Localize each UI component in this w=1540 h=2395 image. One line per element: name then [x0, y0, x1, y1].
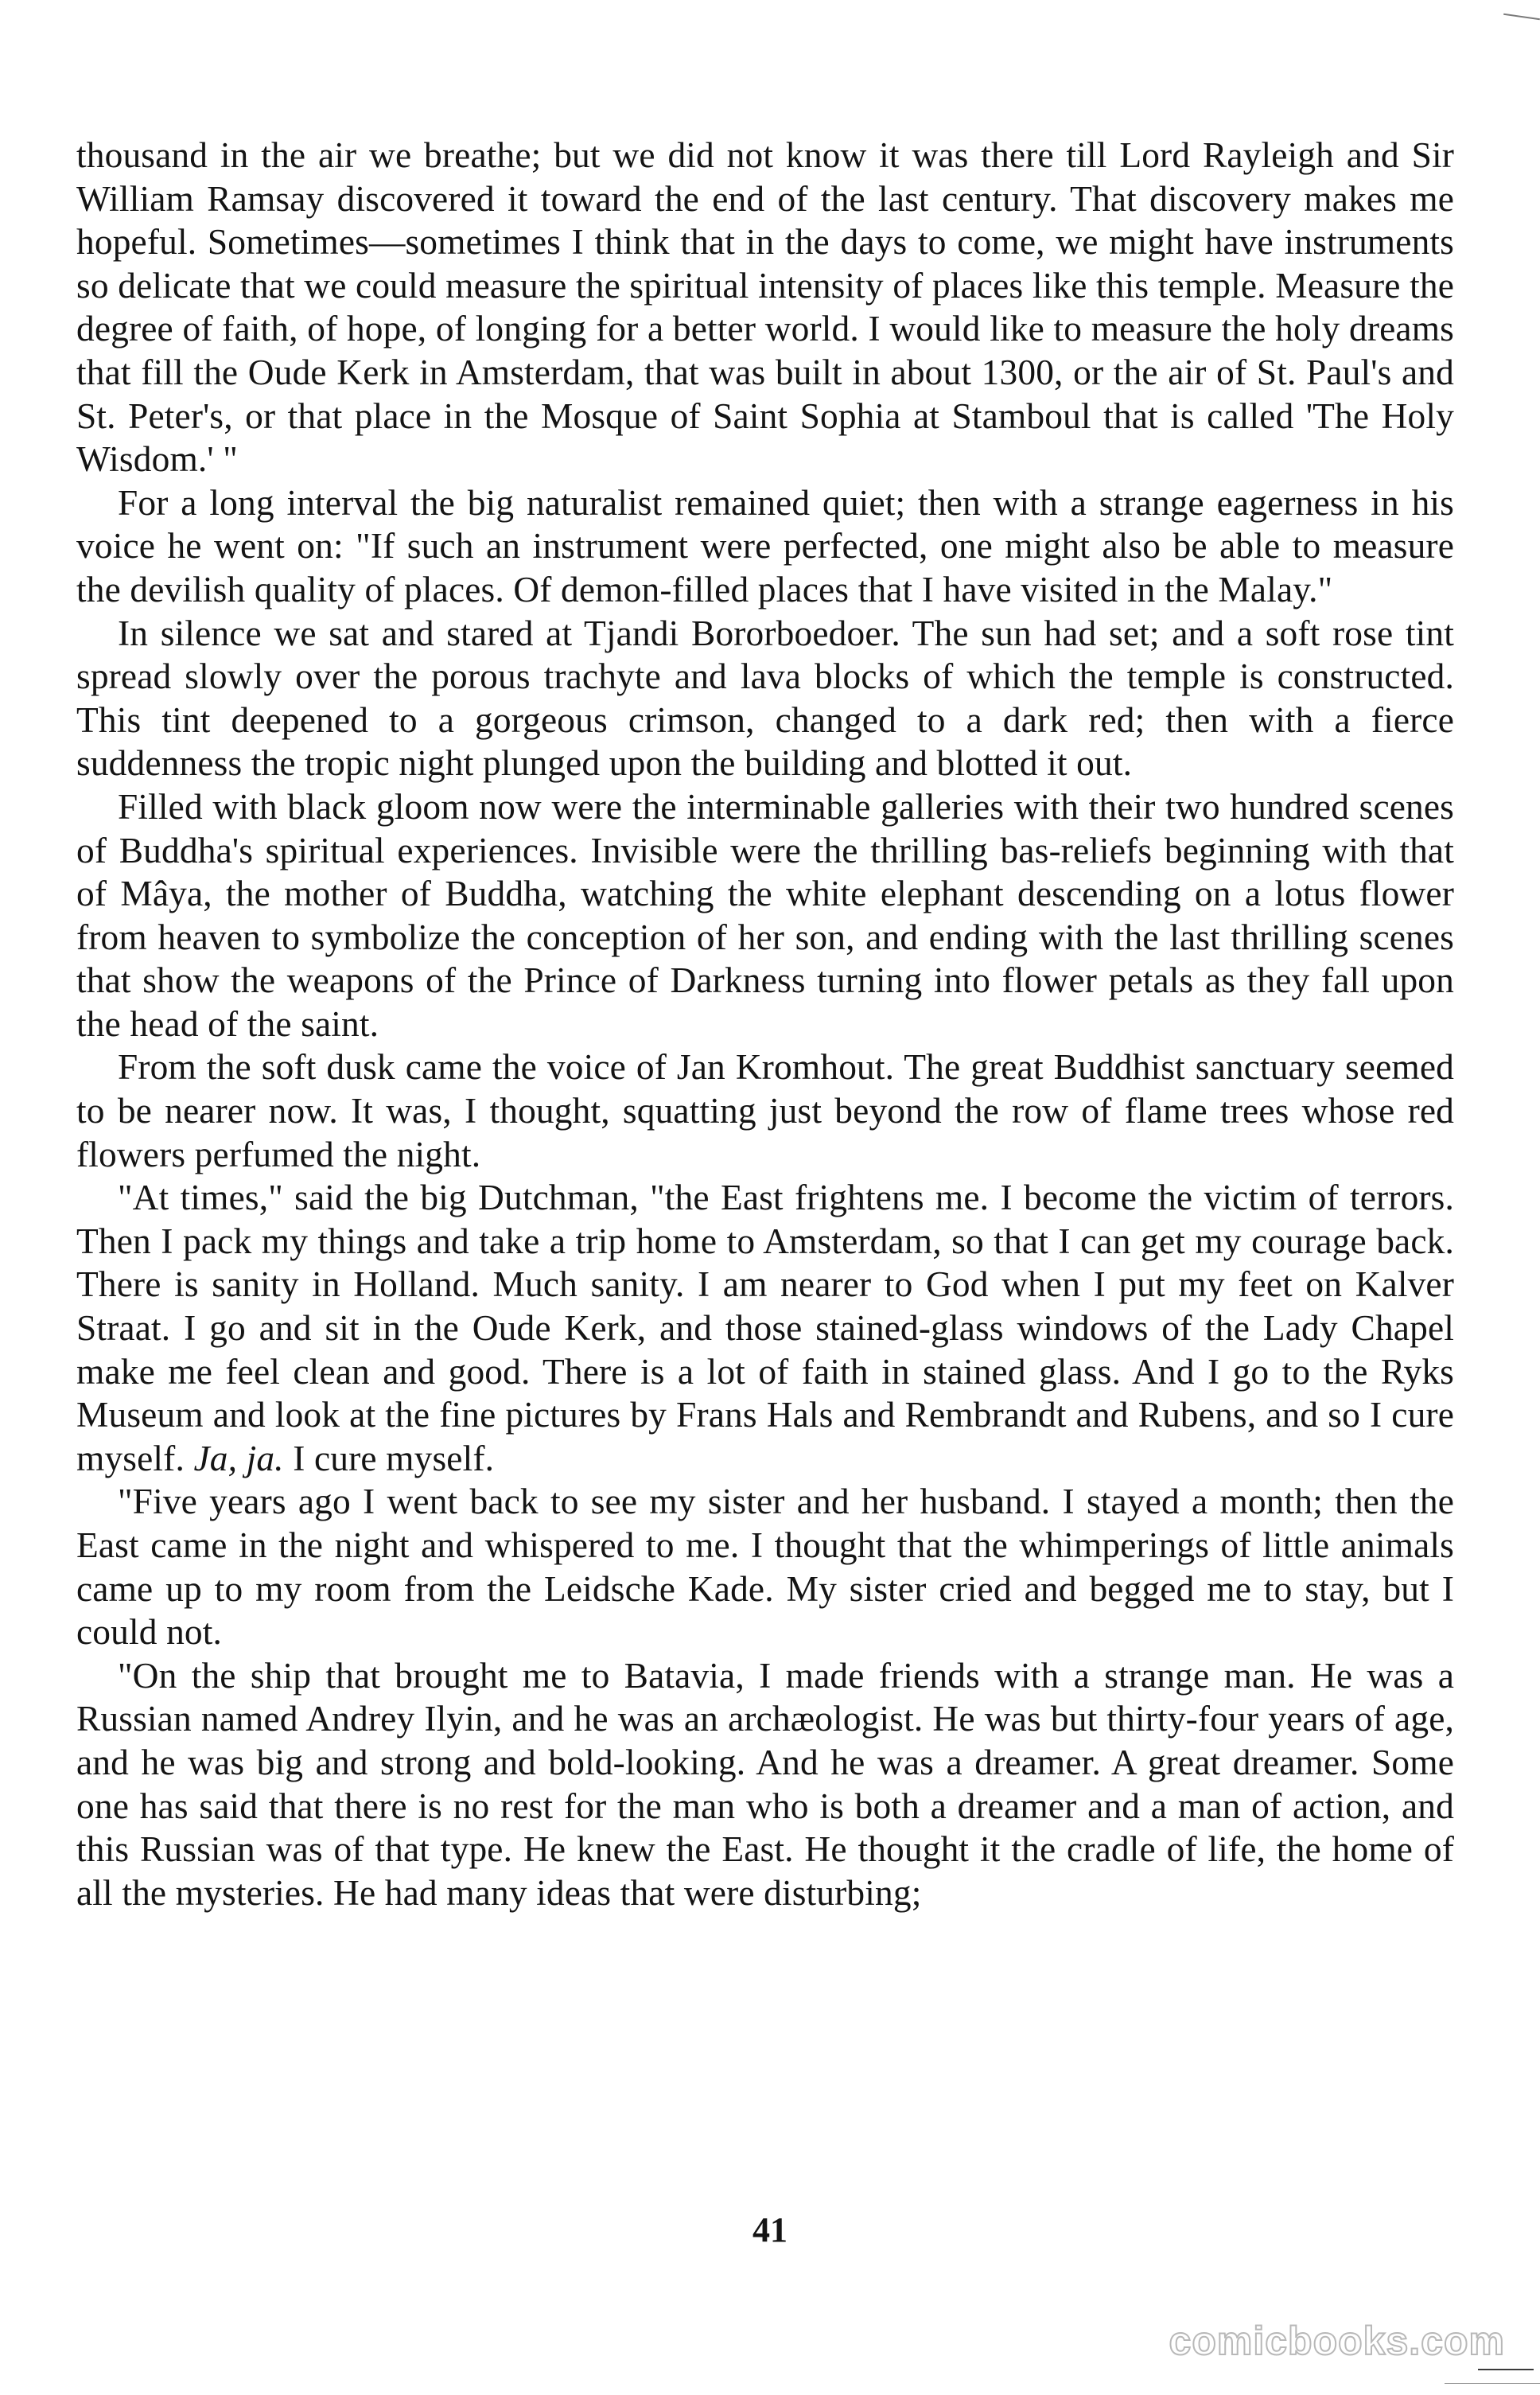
watermark: comicbooks.com	[1169, 2319, 1505, 2363]
paragraph-8: "On the ship that brought me to Batavia, I made friends with a strange man. He was a Russian named Andrey Ilyin, and he was an archæologist. He was but thirty-four years of age, and he was big and strong and bold-looking. And he was a dreamer. A great dreamer. Some one has said that there is no rest for the man who is both a dreamer and a man of action, and this Russian was of that type. He knew the East. He thought it the cradle of life, the home of all the mysteries. He had many ideas that were disturbing;	[76, 1655, 1454, 1913]
paragraph-7: "Five years ago I went back to see my sister and her husband. I stayed a month; then the East came in the night and whispered to me. I thought that the whimperings of little animals came up to my room from the Leidsche Kade. My sister cried and begged me to stay, but I could not.	[76, 1482, 1454, 1653]
scan-edge-mark	[1478, 2369, 1534, 2370]
paragraph-6-tail: I cure myself.	[293, 1438, 495, 1478]
paragraph-5: From the soft dusk came the voice of Jan Kromhout. The great Buddhist sanctuary seemed to be nearer now. It was, I thought, squatting just beyond the row of flame trees whose red flowers perfumed the night.	[76, 1047, 1454, 1174]
paragraph-2: For a long interval the big naturalist remained quiet; then with a strange eagerness in his voice he went on: "If such an instrument were perfected, one might also be able to measure the devilish quality of places. Of demon-filled places that I have visited in the Malay."	[76, 482, 1454, 609]
page-body	[76, 134, 1454, 1914]
page-number: 41	[752, 2210, 788, 2249]
scan-edge-mark	[1445, 2383, 1540, 2384]
paragraph-6	[76, 1176, 1454, 1480]
paragraph-6-italic: Ja, ja.	[193, 1438, 284, 1478]
paragraph-3: In silence we sat and stared at Tjandi Bororboedoer. The sun had set; and a soft rose tint spread slowly over the porous trachyte and lava blocks of which the temple is constructed. This tint deepened to a gorgeous crimson, changed to a dark red; then with a fierce suddenness the tropic night plunged upon the building and blotted it out.	[76, 613, 1454, 784]
paragraph-1: thousand in the air we breathe; but we did not know it was there till Lord Rayleigh and Sir William Ramsay discovered it toward the end of the last century. That discovery makes me hopeful. Sometimes—sometimes I think that in the days to come, we might have instruments so delicate that we could measure the spiritual intensity of places like this temple. Measure the degree of faith, of hope, of longing for a better world. I would like to measure the holy dreams that fill the Oude Kerk in Amsterdam, that was built in about 1300, or the air of St. Paul's and St. Peter's, or that place in the Mosque of Saint Sophia at Stamboul that is called 'The Holy Wisdom.' "	[76, 135, 1454, 480]
scan-edge-mark	[1503, 14, 1540, 20]
paragraph-4: Filled with black gloom now were the interminable galleries with their two hundred scenes of Buddha's spiritual experiences. Invisible were the thrilling bas-reliefs beginning with that of Mâya, the mother of Buddha, watching the white elephant descending on a lotus flower from heaven to symbolize the conception of her son, and ending with the last thrilling scenes that show the weapons of the Prince of Darkness turning into flower petals as they fall upon the head of the saint.	[76, 786, 1454, 1044]
paragraph-6-text: "At times," said the big Dutchman, "the East frightens me. I become the victim of terrors. Then I pack my things and take a trip home to Amsterdam, so that I can get my courage back. There is sanity in Holland. Much sanity. I am nearer to God when I put my feet on Kalver Straat. I go and sit in the Oude Kerk, and those stained-glass windows of the Lady Chapel make me feel clean and good. There is a lot of faith in stained glass. And I go to the Ryks Museum and look at the fine pictures by Frans Hals and Rembrandt and Rubens, and so I cure myself.	[76, 1178, 1454, 1478]
